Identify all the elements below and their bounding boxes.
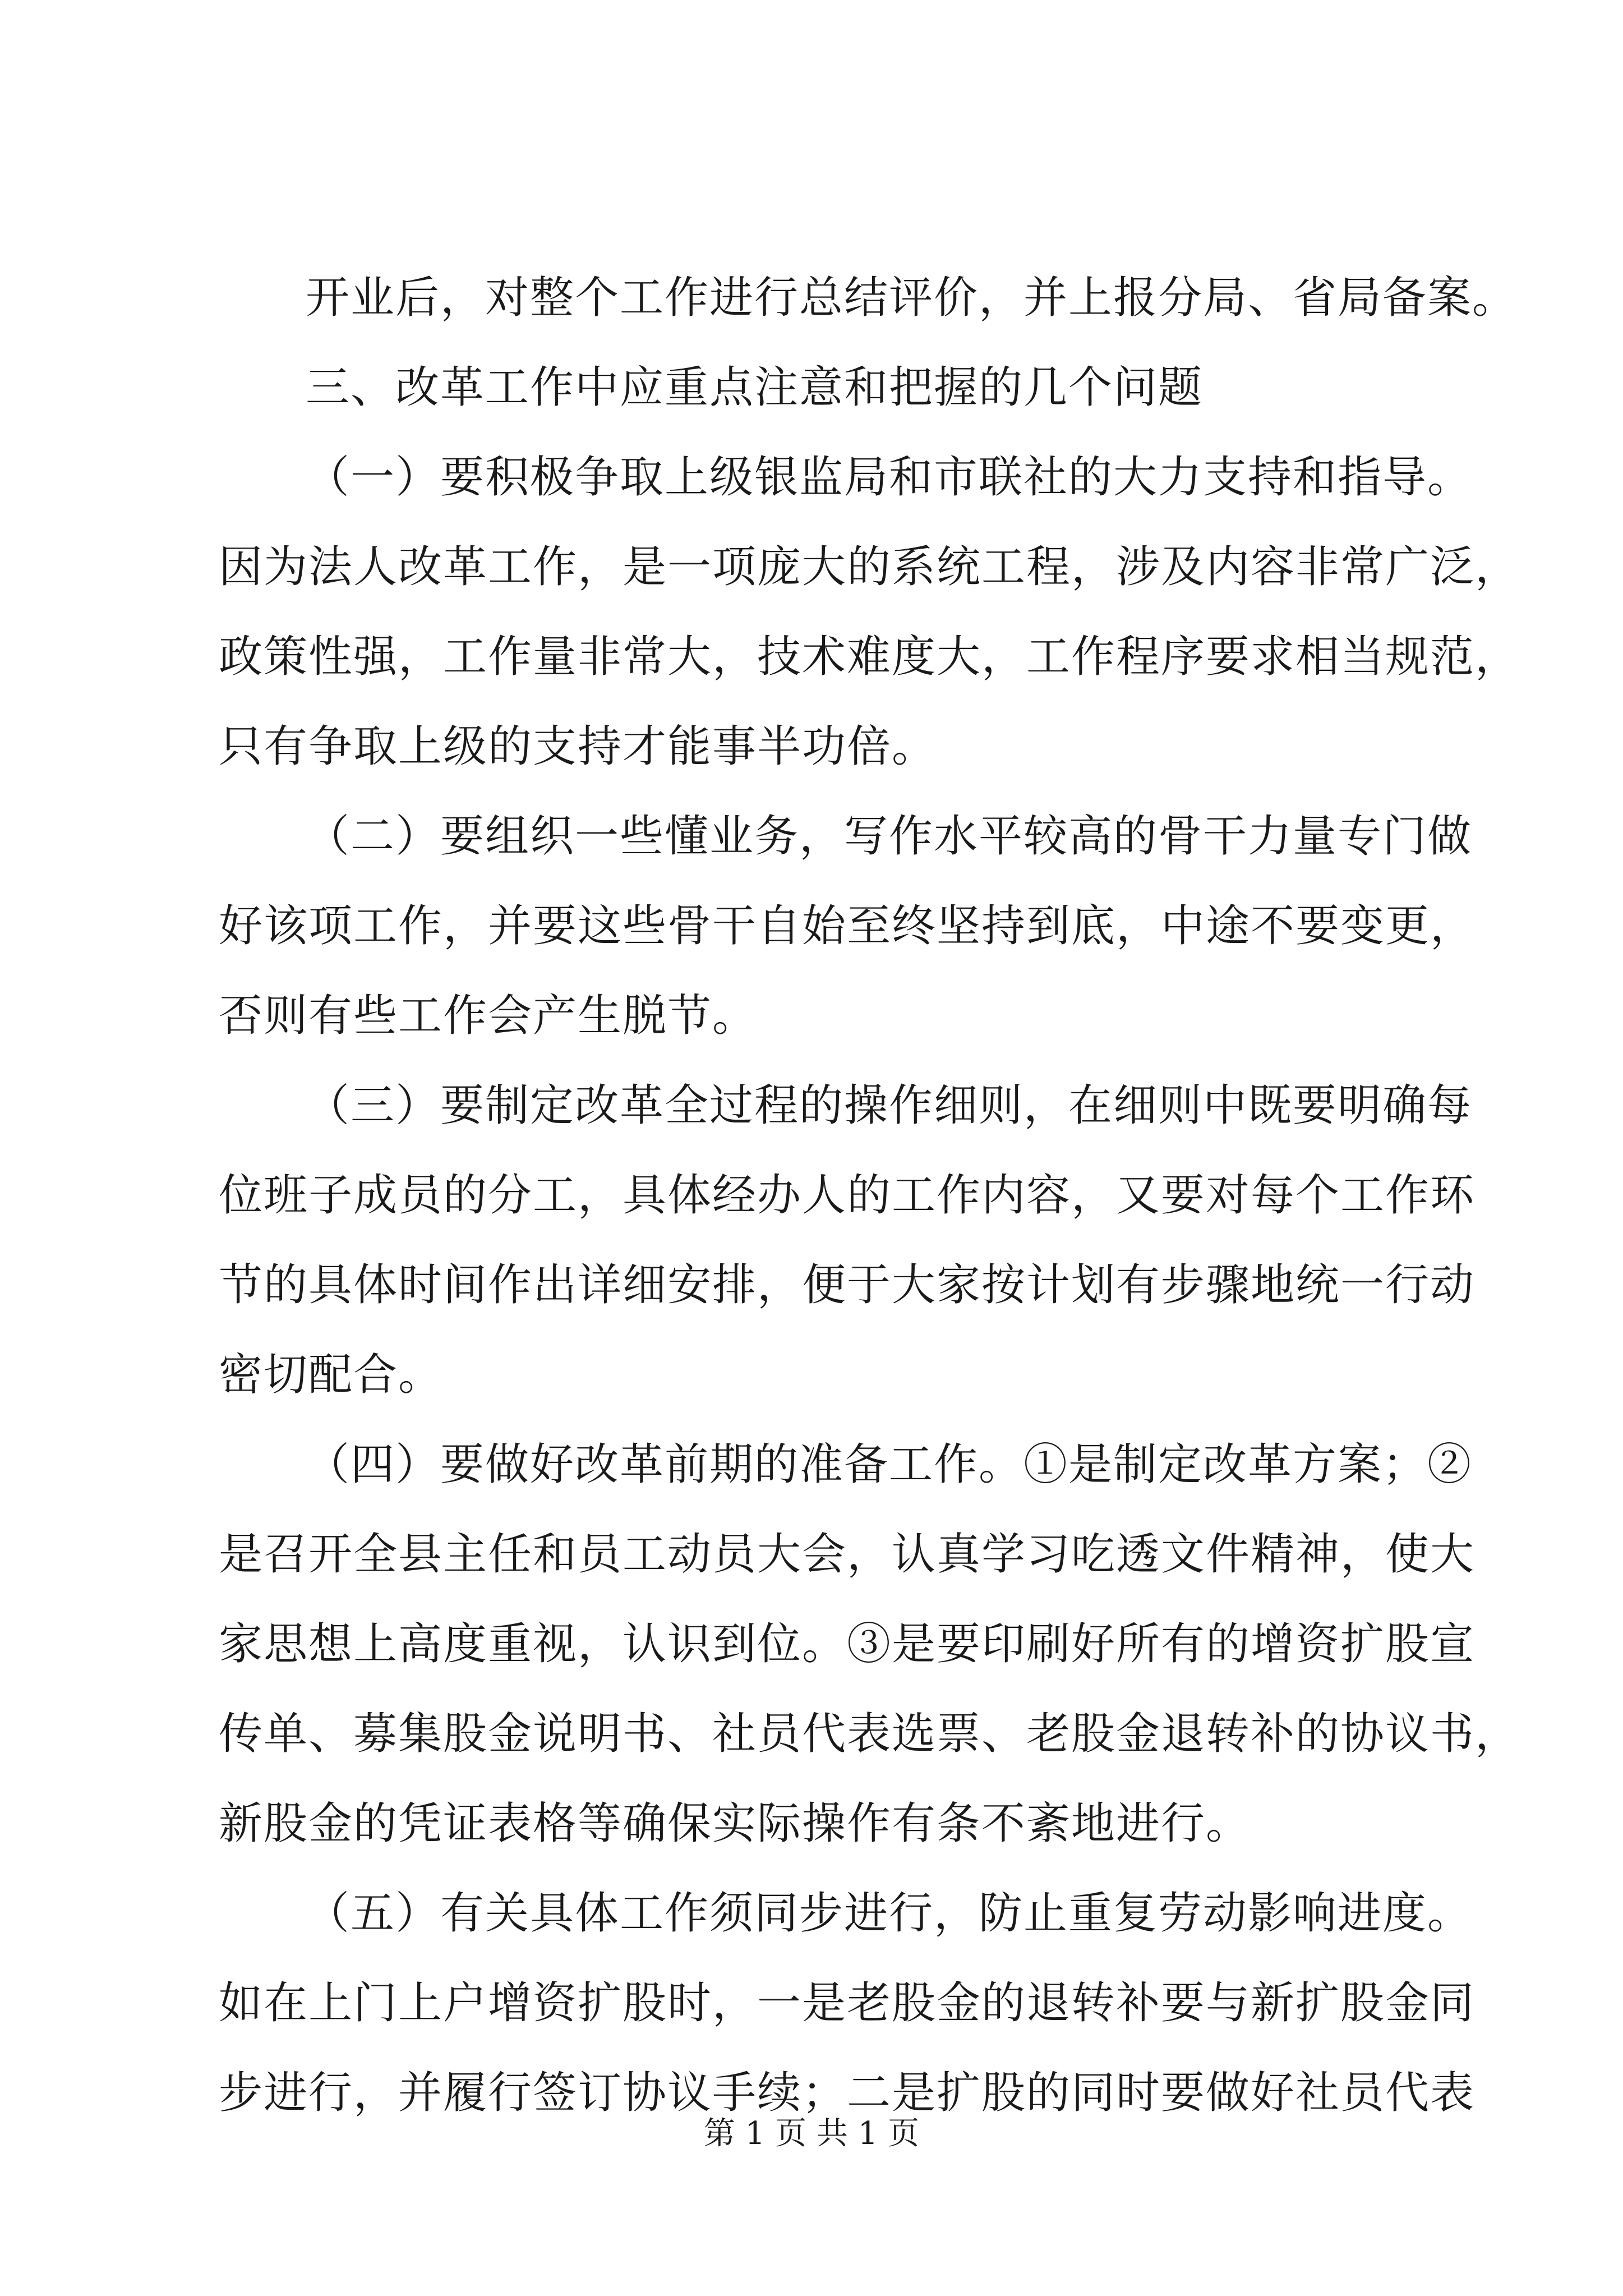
text-line: 家思想上高度重视，认识到位。③是要印刷好所有的增资扩股宣 — [219, 1619, 1476, 1669]
text-line: （五）有关具体工作须同步进行，防止重复劳动影响进度。 — [306, 1888, 1473, 1939]
text-line: （二）要组织一些懂业务，写作水平较高的骨干力量专门做 — [306, 811, 1473, 862]
text-line: 否则有些工作会产生脱节。 — [219, 991, 758, 1041]
text-line: 新股金的凭证表格等确保实际操作有条不紊地进行。 — [219, 1798, 1251, 1849]
page-number-footer: 第 1 页 共 1 页 — [703, 2115, 920, 2152]
text-line: 如在上门上户增资扩股时，一是老股金的退转补要与新扩股金同 — [219, 1978, 1476, 2028]
text-line: 开业后，对整个工作进行总结评价，并上报分局、省局备案。 — [306, 273, 1518, 323]
text-line: （三）要制定改革全过程的操作细则，在细则中既要明确每 — [306, 1080, 1473, 1131]
text-line: 是召开全县主任和员工动员大会，认真学习吃透文件精神，使大 — [219, 1529, 1476, 1580]
section-heading: 三、改革工作中应重点注意和把握的几个问题 — [306, 362, 1204, 413]
text-line: 步进行，并履行签订协议手续；二是扩股的同时要做好社员代表 — [219, 2068, 1476, 2118]
text-line: 政策性强，工作量非常大，技术难度大，工作程序要求相当规范， — [219, 632, 1520, 682]
text-line: 好该项工作，并要这些骨干自始至终坚持到底，中途不要变更， — [219, 901, 1476, 951]
text-line: 位班子成员的分工，具体经办人的工作内容，又要对每个工作环 — [219, 1170, 1476, 1221]
text-line: 传单、募集股金说明书、社员代表选票、老股金退转补的协议书， — [219, 1709, 1520, 1759]
text-line: （一）要积极争取上级银监局和市联社的大力支持和指导。 — [306, 452, 1473, 503]
text-line: 只有争取上级的支持才能事半功倍。 — [219, 721, 937, 772]
text-line: 节的具体时间作出详细安排，便于大家按计划有步骤地统一行动 — [219, 1260, 1476, 1310]
text-line: 密切配合。 — [219, 1350, 444, 1400]
text-line: （四）要做好改革前期的准备工作。①是制定改革方案；② — [306, 1439, 1473, 1490]
text-line: 因为法人改革工作，是一项庞大的系统工程，涉及内容非常广泛， — [219, 542, 1520, 592]
